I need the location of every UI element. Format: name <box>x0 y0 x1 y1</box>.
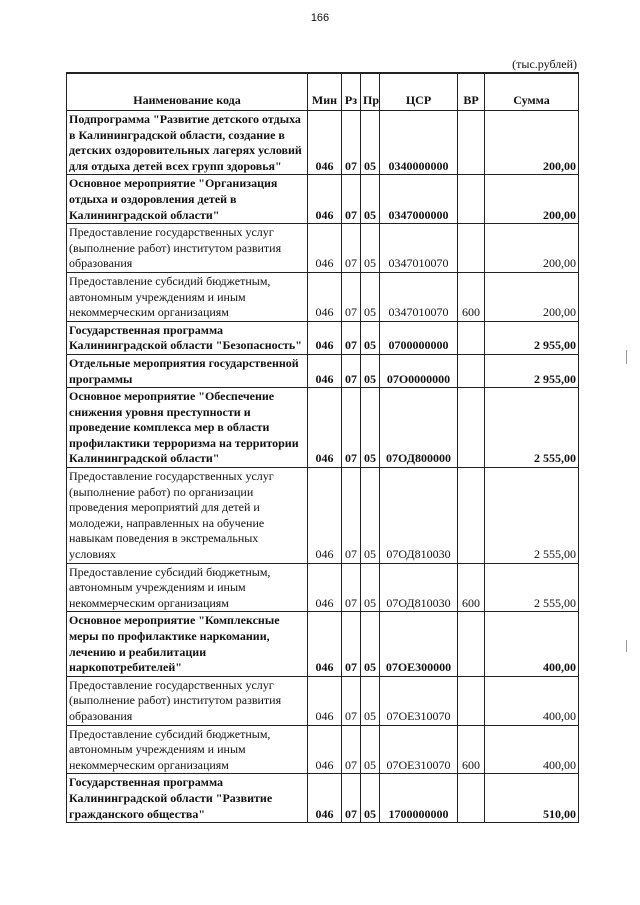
cell-rz: 07 <box>342 224 361 273</box>
cell-pr: 05 <box>361 354 380 387</box>
cell-rz: 07 <box>342 272 361 321</box>
cell-min: 046 <box>308 175 342 224</box>
cell-csr: 0347010070 <box>380 272 458 321</box>
cell-min: 046 <box>308 388 342 468</box>
cell-sum: 510,00 <box>485 774 579 823</box>
cell-csr: 07ОЕ310070 <box>380 676 458 725</box>
cell-csr: 07ОД800000 <box>380 388 458 468</box>
cell-csr: 07О0000000 <box>380 354 458 387</box>
cell-vr <box>458 612 485 676</box>
cell-rz: 07 <box>342 321 361 354</box>
cell-min: 046 <box>308 354 342 387</box>
cell-rz: 07 <box>342 175 361 224</box>
cell-rz: 07 <box>342 468 361 564</box>
cell-min: 046 <box>308 725 342 774</box>
cell-sum: 2 555,00 <box>485 468 579 564</box>
cell-min: 046 <box>308 774 342 823</box>
cell-name: Предоставление государственных услуг (выполнение работ) институтом развития образования <box>67 676 308 725</box>
cell-name: Отдельные мероприятия государственной программы <box>67 354 308 387</box>
cell-min: 046 <box>308 676 342 725</box>
cell-pr: 05 <box>361 612 380 676</box>
cell-name: Государственная программа Калининградской области "Развитие гражданского общества" <box>67 774 308 823</box>
cell-min: 046 <box>308 612 342 676</box>
cell-min: 046 <box>308 272 342 321</box>
cell-min: 046 <box>308 468 342 564</box>
cell-sum: 2 955,00 <box>485 354 579 387</box>
cell-vr <box>458 388 485 468</box>
cell-min: 046 <box>308 563 342 612</box>
cell-name: Подпрограмма "Развитие детского отдыха в Калининградской области, создание в детских оздоровительных лагерях условий для отдыха детей всех групп здоровья" <box>67 111 308 175</box>
cell-pr: 05 <box>361 321 380 354</box>
table-row <box>67 321 579 354</box>
cell-vr: 600 <box>458 272 485 321</box>
header-min: Мин <box>308 73 342 111</box>
cell-sum: 2 555,00 <box>485 563 579 612</box>
cell-pr: 05 <box>361 725 380 774</box>
cell-csr: 07ОЕ310070 <box>380 725 458 774</box>
cell-pr: 05 <box>361 272 380 321</box>
table-row <box>67 224 579 273</box>
cell-rz: 07 <box>342 612 361 676</box>
cell-vr <box>458 676 485 725</box>
cell-rz: 07 <box>342 774 361 823</box>
header-rz: Рз <box>342 73 361 111</box>
cell-name: Предоставление субсидий бюджетным, автономным учреждениям и иным некоммерческим организациям <box>67 272 308 321</box>
table-header-row <box>67 73 579 111</box>
header-vr: ВР <box>458 73 485 111</box>
cell-csr: 0340000000 <box>380 111 458 175</box>
cell-rz: 07 <box>342 388 361 468</box>
cell-csr: 1700000000 <box>380 774 458 823</box>
cell-sum: 200,00 <box>485 224 579 273</box>
cell-csr: 0347000000 <box>380 175 458 224</box>
cell-name: Основное мероприятие "Обеспечение снижения уровня преступности и проведение комплекса мер в области профилактики терроризма на территории Калининградской области" <box>67 388 308 468</box>
cell-pr: 05 <box>361 224 380 273</box>
cell-name: Предоставление субсидий бюджетным, автономным учреждениям и иным некоммерческим организациям <box>67 563 308 612</box>
cell-name: Предоставление государственных услуг (выполнение работ) институтом развития образования <box>67 224 308 273</box>
cell-vr <box>458 468 485 564</box>
cell-csr: 07ОЕ300000 <box>380 612 458 676</box>
cell-vr <box>458 224 485 273</box>
table-row <box>67 563 579 612</box>
cell-pr: 05 <box>361 388 380 468</box>
table-row <box>67 612 579 676</box>
cell-vr: 600 <box>458 563 485 612</box>
table-row <box>67 388 579 468</box>
cell-pr: 05 <box>361 563 380 612</box>
cell-pr: 05 <box>361 175 380 224</box>
cell-name: Основное мероприятие "Комплексные меры по профилактике наркомании, лечению и реабилитации наркопотребителей" <box>67 612 308 676</box>
cell-rz: 07 <box>342 563 361 612</box>
cell-min: 046 <box>308 321 342 354</box>
cell-vr: 600 <box>458 725 485 774</box>
cell-sum: 2 955,00 <box>485 321 579 354</box>
cell-rz: 07 <box>342 676 361 725</box>
table-row <box>67 725 579 774</box>
cell-rz: 07 <box>342 111 361 175</box>
cell-sum: 200,00 <box>485 272 579 321</box>
table-row <box>67 354 579 387</box>
table-row <box>67 272 579 321</box>
units-note: (тыс.рублей) <box>512 57 577 71</box>
margin-mark <box>626 350 627 364</box>
cell-csr: 0700000000 <box>380 321 458 354</box>
cell-vr <box>458 111 485 175</box>
cell-min: 046 <box>308 224 342 273</box>
cell-vr <box>458 175 485 224</box>
header-pr: Пр <box>361 73 380 111</box>
cell-sum: 400,00 <box>485 612 579 676</box>
cell-vr <box>458 774 485 823</box>
cell-name: Основное мероприятие "Организация отдыха и оздоровления детей в Калининградской области" <box>67 175 308 224</box>
cell-name: Предоставление субсидий бюджетным, автономным учреждениям и иным некоммерческим организациям <box>67 725 308 774</box>
cell-sum: 400,00 <box>485 676 579 725</box>
cell-sum: 200,00 <box>485 175 579 224</box>
header-csr: ЦСР <box>380 73 458 111</box>
cell-vr <box>458 354 485 387</box>
cell-vr <box>458 321 485 354</box>
cell-rz: 07 <box>342 354 361 387</box>
table-row <box>67 676 579 725</box>
cell-pr: 05 <box>361 676 380 725</box>
cell-csr: 0347010070 <box>380 224 458 273</box>
cell-rz: 07 <box>342 725 361 774</box>
page-number: 166 <box>310 12 330 24</box>
table-row <box>67 175 579 224</box>
cell-min: 046 <box>308 111 342 175</box>
table-body <box>67 111 579 823</box>
header-sum: Сумма <box>485 73 579 111</box>
cell-csr: 07ОД810030 <box>380 468 458 564</box>
cell-pr: 05 <box>361 774 380 823</box>
cell-name: Государственная программа Калининградской области "Безопасность" <box>67 321 308 354</box>
cell-pr: 05 <box>361 468 380 564</box>
budget-table <box>66 72 579 823</box>
cell-sum: 2 555,00 <box>485 388 579 468</box>
cell-sum: 400,00 <box>485 725 579 774</box>
table-row <box>67 774 579 823</box>
cell-pr: 05 <box>361 111 380 175</box>
cell-csr: 07ОД810030 <box>380 563 458 612</box>
cell-sum: 200,00 <box>485 111 579 175</box>
table-row <box>67 468 579 564</box>
header-name: Наименование кода <box>67 73 308 111</box>
table-row <box>67 111 579 175</box>
margin-mark <box>626 640 627 652</box>
cell-name: Предоставление государственных услуг (выполнение работ) по организации проведения мероприятий для детей и молодежи, направленных на обучение навыкам поведения в экстремальных условиях <box>67 468 308 564</box>
